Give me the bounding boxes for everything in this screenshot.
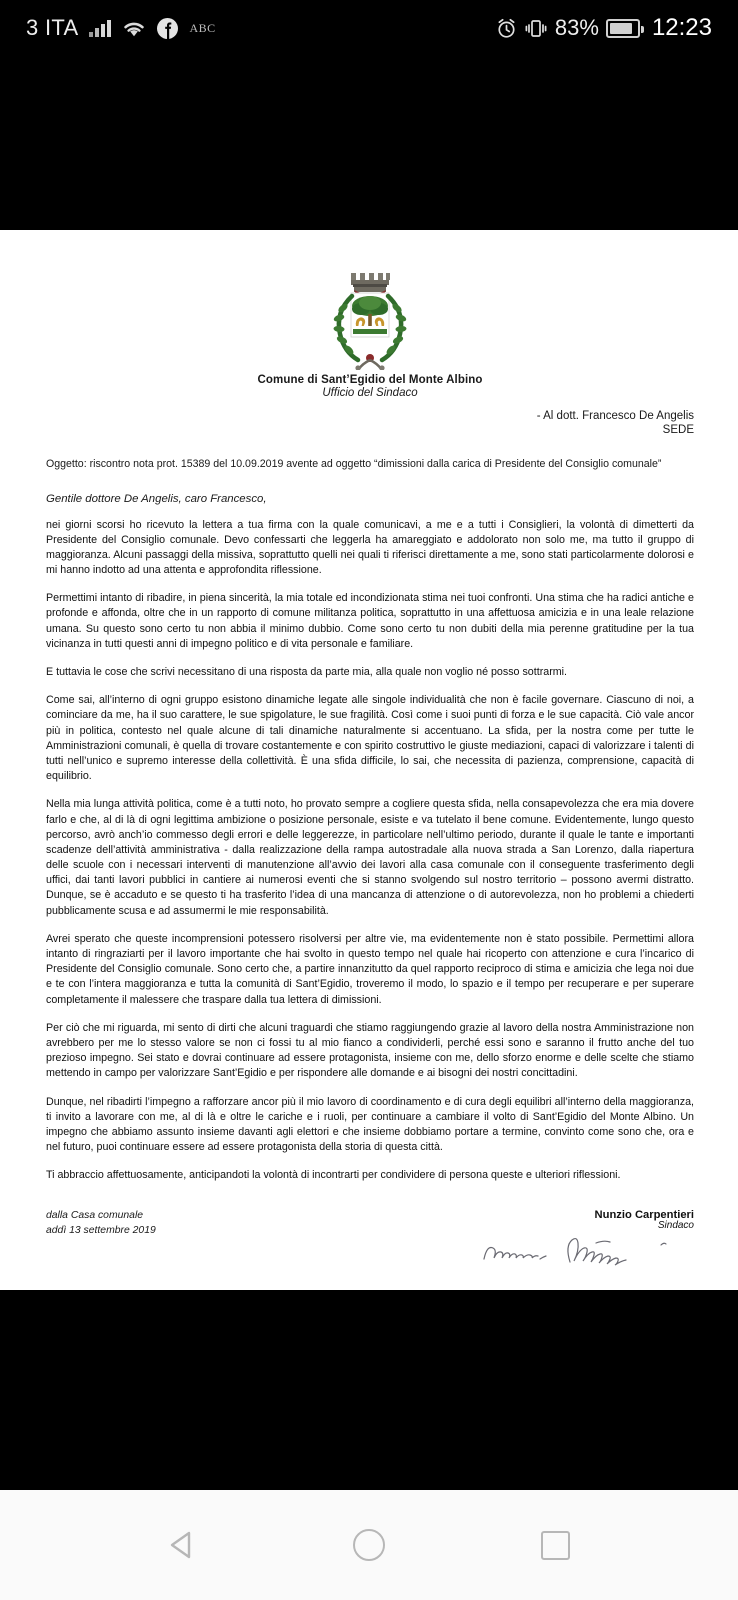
document-viewer[interactable] bbox=[0, 56, 738, 1490]
recents-square-icon bbox=[541, 1531, 570, 1560]
place-label: dalla Casa comunale bbox=[46, 1210, 144, 1222]
battery-icon bbox=[606, 19, 640, 38]
addressee-sede: SEDE bbox=[662, 424, 694, 437]
status-bar-left bbox=[26, 15, 216, 41]
abc-input-icon: ABC bbox=[189, 20, 216, 35]
facebook-icon bbox=[157, 18, 178, 39]
date-label: addì 13 settembre 2019 bbox=[46, 1224, 156, 1236]
android-navigation-bar bbox=[0, 1490, 738, 1600]
paragraph: Dunque, nel ribadirti l’impegno a rafforzare ancor più il mio lavoro di coordinamento e di cura degli equilibri all’interno della maggioranza, ti invito a lavorare con me, al di là e oltre le cariche e i ruoli, per continuare a cambiare il volto di Sant’Egidio del Monte Albino. Un impegno che abbiamo assunto insieme davanti agli elettori e che insieme dobbiamo portare a termine, convinto come sono che, ora e nel futuro, puoi continuare essere ad essere protagonista della storia di questa città. bbox=[46, 1095, 694, 1154]
addressee-name: - Al dott. Francesco De Angelis bbox=[536, 410, 694, 422]
recents-button[interactable] bbox=[525, 1515, 585, 1575]
paragraph: E tuttavia le cose che scrivi necessitano di una risposta da parte mia, alla quale non voglio né posso sottrarmi. bbox=[46, 666, 567, 679]
document-page bbox=[0, 230, 738, 1290]
carrier-label: 3 ITA bbox=[26, 15, 79, 40]
back-triangle-icon bbox=[166, 1528, 200, 1562]
alarm-clock-icon bbox=[496, 18, 517, 39]
signer-block bbox=[464, 1209, 694, 1231]
signal-bars-icon bbox=[89, 20, 111, 37]
status-bar-right bbox=[496, 14, 712, 42]
vibrate-icon bbox=[524, 18, 548, 39]
paragraph: nei giorni scorsi ho ricevuto la lettera a tua firma con la quale comunicavi, a me e a tutti i Consiglieri, la volontà di dimetterti da Presidente del Consiglio comunale. Devo confessarti che leggerla ha amareggiato e addolorato non solo me, ma tutto il gruppo di maggioranza. Alcuni passaggi della missiva, soprattutto quelli nei quali ti riferisci direttamente a me, sono stati particolarmente dolorosi e mi hanno indotto ad una attenta e approfondita riflessione. bbox=[46, 518, 694, 577]
clock-label: 12:23 bbox=[651, 14, 712, 41]
organization-title: Comune di Sant’Egidio del Monte Albino bbox=[257, 374, 483, 386]
coat-of-arms-icon bbox=[324, 260, 416, 370]
wifi-icon bbox=[122, 19, 146, 38]
battery-percent-label: 83% bbox=[554, 15, 599, 40]
paragraph: Ti abbraccio affettuosamente, anticipandoti la volontà di incontrarti per condividere di persona queste e ulteriori riflessioni. bbox=[46, 1169, 621, 1182]
signer-name: Nunzio Carpentieri bbox=[594, 1209, 694, 1222]
paragraph: Avrei sperato che queste incomprensioni potessero risolversi per altre vie, ma evidentemente non è stato possibile. Permettimi allora intanto di ringraziarti per il lavoro importante che hai svolto in questo tempo nel quale hai ricoperto con attenzione e cura l’incarico di Presidente del Consiglio comunale. Sono certo che, a partire innanzitutto da quel rapporto reciproco di stima e amicizia che lega noi due e te con l’intera maggioranza e tutta la comunità di Sant’Egidio, troveremo il modo, lo spazio e il tempo per recuperare e per superare completamente il malessere che traspare dalla tua lettera di dimissioni. bbox=[46, 932, 694, 1006]
signer-role: Sindaco bbox=[657, 1220, 694, 1232]
organization-subtitle: Ufficio del Sindaco bbox=[322, 387, 418, 399]
home-circle-icon bbox=[353, 1529, 385, 1561]
handwritten-signature-icon bbox=[478, 1229, 688, 1269]
coat-of-arms-wrap bbox=[46, 260, 694, 370]
back-button[interactable] bbox=[153, 1515, 213, 1575]
subject-line: Oggetto: riscontro nota prot. 15389 del 10.09.2019 avente ad oggetto “dimissioni dalla carica di Presidente del Consiglio comunale” bbox=[46, 457, 662, 470]
salutation: Gentile dottore De Angelis, caro Francesco, bbox=[46, 492, 267, 505]
paragraph: Nella mia lunga attività politica, come è a tutti noto, ho provato sempre a cogliere questa sfida, nella consapevolezza che era mia dovere farlo e che, al di là di ogni legittima ambizione o posizione personale, esiste e va tutelato il bene comune. Evidentemente, lungo questo percorso, avrò anch’io commesso degli errori e delle leggerezze, in particolare nell’ultimo periodo, durante il quale le tante e importanti scadenze dell’attività amministrativa - dalla realizzazione della rampa autostradale alla nuova strada a San Lorenzo, dalla riapertura delle scuole con i necessari interventi di manutenzione all’avvio dei lavori alla casa comunale con il conseguente trasferimento degli uffici, dai tanti lavori pubblici in cantiere ai numerosi eventi che si stanno svolgendo sul nostro territorio – possono avermi distratto. Dunque, se è accaduto e se questo ti ha trasferito l’idea di una mancanza di attenzione o di autorevolezza, non ho problemi a chiederti pubblicamente scusa e ad assumermi le mie responsabilità. bbox=[46, 798, 694, 917]
home-button[interactable] bbox=[339, 1515, 399, 1575]
addressee-block bbox=[46, 409, 694, 438]
place-date-block bbox=[46, 1209, 156, 1237]
paragraph: Come sai, all’interno di ogni gruppo esistono dinamiche legate alle singole individualità che non è facile governare. Ciascuno di noi, a cominciare da me, ha il suo carattere, le sue spigolature, le sue fragilità. Così come i suoi punti di forza e le sue capacità. Ciò vale ancor più in politica, contesto nel quale alcune di tali dinamiche naturalmente si accentuano. La sfida, per la nostra come per tutte le Amministrazioni comunali, è quella di trovare costantemente e con spirito costruttivo le giuste mediazioni, capaci di valorizzare i talenti di tutti nell’unico e supremo interesse della collettività. È una sfida difficile, lo sai, che necessita di pazienza, comprensione, capacità di equilibrio. bbox=[46, 694, 694, 783]
status-bar bbox=[0, 0, 738, 56]
signature-row bbox=[46, 1209, 694, 1237]
paragraph: Permettimi intanto di ribadire, in piena sincerità, la mia totale ed incondizionata stima nei tuoi confronti. Una stima che ha radici antiche e profonde e affonda, oltre che in un rapporto di comune militanza politica, soprattutto in una affettuosa amicizia e in una leale relazione umana. Su questo sono certo tu non abbia il minimo dubbio. Come sono certo tu non dubiti della mia perenne gratitudine per la tua vicinanza in tutti questi anni di impegno politico e di vita personale e familiare. bbox=[46, 592, 694, 650]
paragraph: Per ciò che mi riguarda, mi sento di dirti che alcuni traguardi che stiamo raggiungendo grazie al lavoro della nostra Amministrazione non avrebbero per me lo stesso valore se non ci fossi tu al mio fianco a condividerli, perché essi sono e saranno il frutto anche del tuo prezioso impegno. Sei stato e dovrai continuare ad essere protagonista, insieme con me, dello sforzo enorme e delle scelte che stiamo mettendo in campo per valorizzare Sant’Egidio e per rispondere alle domande e ai bisogni dei nostri concittadini. bbox=[46, 1021, 694, 1080]
